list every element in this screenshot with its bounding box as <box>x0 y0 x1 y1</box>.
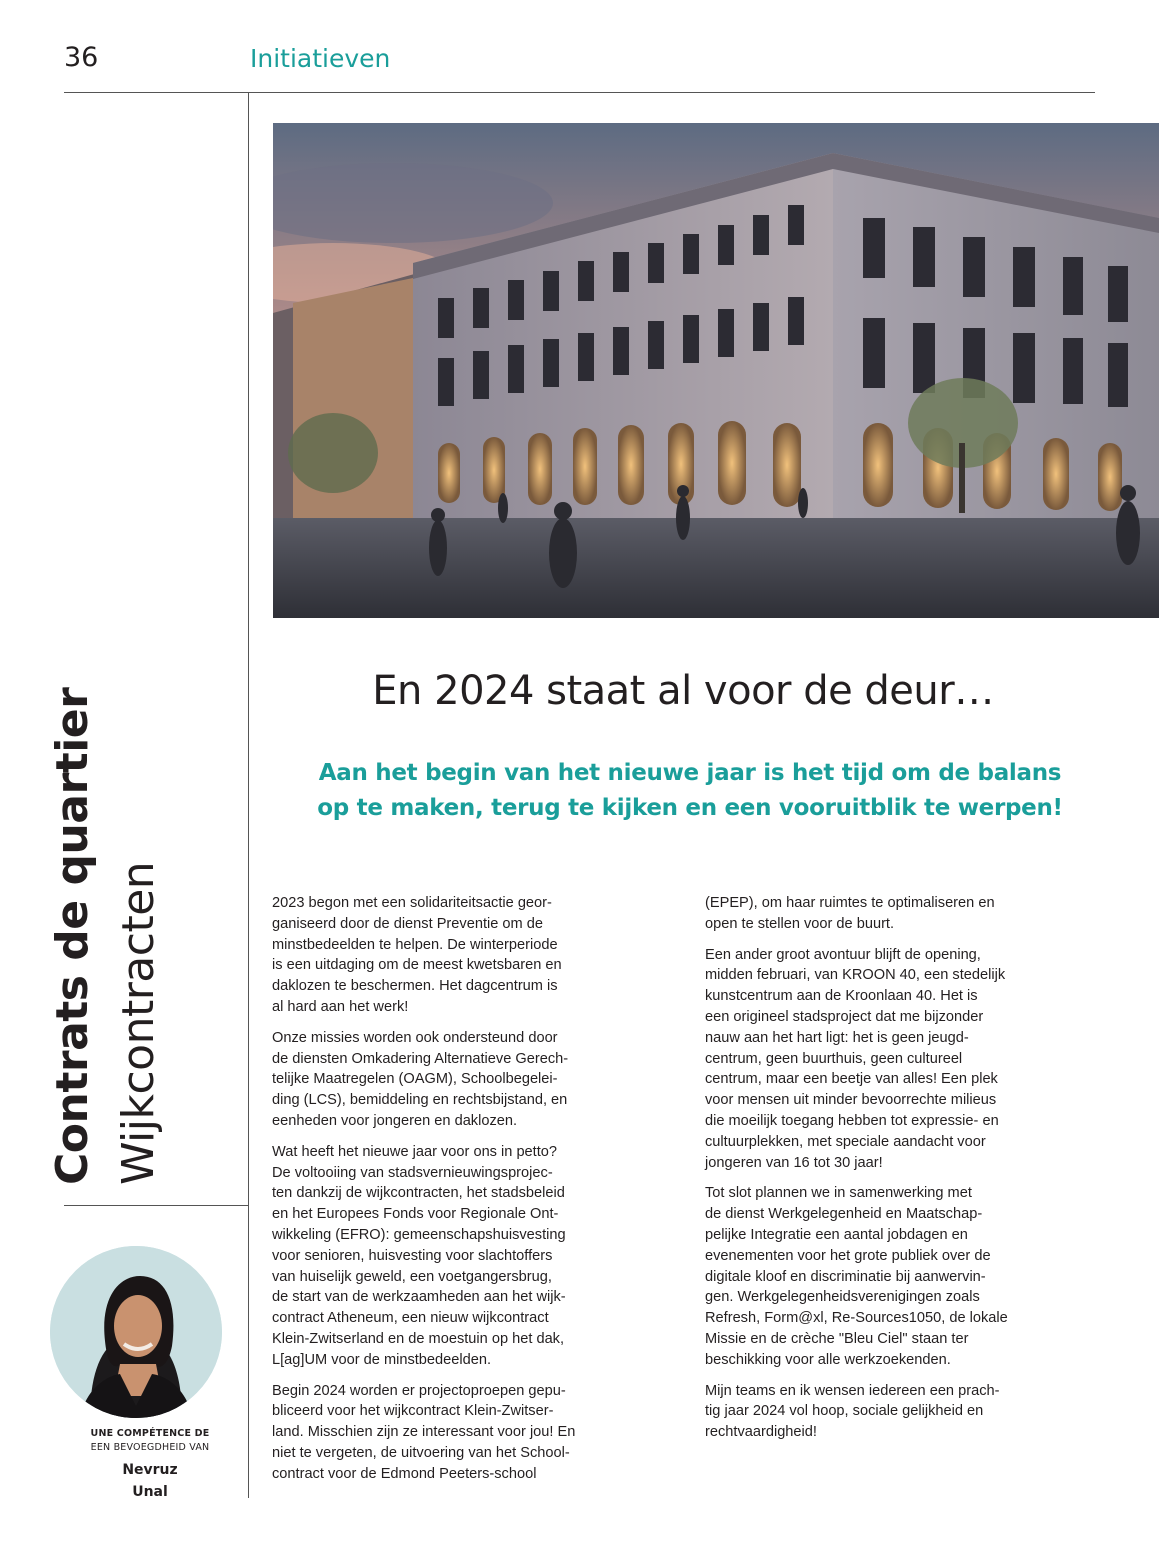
competence-label-nl: EEN BEVOEGDHEID VAN <box>90 1442 210 1453</box>
paragraph <box>705 893 1101 935</box>
text-line: centrum, maar een beetje van alles! Een plek <box>705 1071 998 1088</box>
text-line: van huiselijk geweld, een voetgangersbrug, <box>272 1268 552 1285</box>
text-line: Klein-Zwitserland en de moestuin op het dak, <box>272 1330 565 1347</box>
text-line: (EPEP), om haar ruimtes te optimaliseren en <box>705 895 995 911</box>
text-line: kunstcentrum aan de Kroonlaan 40. Het is <box>705 988 978 1005</box>
text-line: centrum, geen buurthuis, geen cultureel <box>705 1050 963 1067</box>
sidebar-divider <box>248 93 249 1498</box>
text-line: land. Misschien zijn ze interessant voor jou! En <box>272 1424 576 1441</box>
lead-line-2: op te maken, terug te kijken en een vooruitblik te werpen! <box>317 795 1063 821</box>
sidebar-title-nl: Wijkcontracten <box>113 861 164 1185</box>
paragraph <box>705 945 1101 1174</box>
text-line: cultuurplekken, met speciale aandacht voor <box>705 1133 986 1150</box>
text-line: bliceerd voor het wijkcontract Klein-Zwitser- <box>272 1403 554 1420</box>
article-column-left <box>272 893 668 1495</box>
paragraph <box>705 1183 1101 1370</box>
text-line: nauw aan het hart ligt: het is geen jeugd- <box>705 1029 969 1046</box>
paragraph <box>705 1381 1101 1443</box>
text-line: De voltooiing van stadsvernieuwingsprojec- <box>272 1164 553 1181</box>
text-line: ganiseerd door de dienst Preventie om de <box>272 915 543 932</box>
author-last-name: Unal <box>132 1484 168 1500</box>
text-line: Wat heeft het nieuwe jaar voor ons in petto? <box>272 1143 558 1160</box>
text-line: tig jaar 2024 vol hoop, sociale gelijkheid en <box>705 1403 984 1420</box>
section-title: Initiatieven <box>250 44 391 73</box>
article-headline: En 2024 staat al voor de deur… <box>372 668 994 714</box>
paragraph <box>272 1142 668 1371</box>
text-line: contract voor de Edmond Peeters-school <box>272 1465 537 1482</box>
text-line: Onze missies worden ook ondersteund door <box>272 1029 558 1046</box>
text-line: voor mensen uit minder bevoorrechte milieus <box>705 1092 997 1109</box>
sidebar-vertical-titles <box>40 685 180 1185</box>
text-line: Refresh, Form@xl, Re-Sources1050, de lokale <box>705 1310 1008 1327</box>
text-line: gen. Werkgelegenheidsverenigingen zoals <box>705 1289 980 1306</box>
text-line: voor senioren, huisvesting voor slachtoffers <box>272 1247 553 1264</box>
lead-line-1: Aan het begin van het nieuwe jaar is het tijd om de balans <box>318 760 1062 786</box>
sidebar-horizontal-divider <box>64 1205 249 1206</box>
article-column-right <box>705 893 1101 1453</box>
text-line: de start van de werkzaamheden aan het wijk- <box>272 1289 566 1306</box>
text-line: open te stellen voor de buurt. <box>705 915 895 932</box>
text-line: de dienst Werkgelegenheid en Maatschap- <box>705 1206 983 1223</box>
text-line: Begin 2024 worden er projectoproepen gepu- <box>272 1382 566 1399</box>
page-number: 36 <box>64 42 99 73</box>
text-line: contract Atheneum, een nieuw wijkcontract <box>272 1310 549 1327</box>
text-line: L[ag]UM voor de minstbedeelden. <box>272 1351 492 1368</box>
text-line: Tot slot plannen we in samenwerking met <box>705 1185 972 1202</box>
text-line: ten dankzij de wijkcontracten, het stadsbeleid <box>272 1185 565 1202</box>
paragraph <box>272 893 668 1018</box>
text-line: daklozen te beschermen. Het dagcentrum is <box>272 978 558 995</box>
text-line: al hard aan het werk! <box>272 998 409 1015</box>
competence-label-fr: UNE COMPÉTENCE DE <box>90 1428 210 1439</box>
text-line: een origineel stadsproject dat me bijzonder <box>705 1008 984 1025</box>
text-line: die moeilijk toegang hebben tot expressie- en <box>705 1112 999 1129</box>
text-line: rechtvaardigheid! <box>705 1424 817 1441</box>
text-line: is een uitdaging om de meest kwetsbaren en <box>272 957 562 974</box>
article-lead <box>275 756 1105 826</box>
text-line: midden februari, van KROON 40, een stedelijk <box>705 967 1006 984</box>
text-line: eenheden voor jongeren en daklozen. <box>272 1112 518 1129</box>
text-line: telijke Maatregelen (OAGM), Schoolbegelei- <box>272 1071 558 1088</box>
text-line: evenementen voor het grote publiek over de <box>705 1247 991 1264</box>
author-first-name: Nevruz <box>122 1462 178 1478</box>
text-line: en het Europees Fonds voor Regionale Ont- <box>272 1206 559 1223</box>
text-line: pelijke Integratie een aantal jobdagen en <box>705 1226 968 1243</box>
sidebar-title-fr: Contrats de quartier <box>47 687 98 1185</box>
building-photo <box>273 123 1159 618</box>
text-line: wikkeling (EFRO): gemeenschapshuisvesting <box>272 1226 566 1243</box>
author-portrait <box>50 1246 222 1418</box>
text-line: Een ander groot avontuur blijft de opening, <box>705 946 981 963</box>
text-line: Mijn teams en ik wensen iedereen een prach- <box>705 1382 1000 1399</box>
text-line: ding (LCS), bemiddeling en rechtsbijstand, en <box>272 1092 568 1109</box>
text-line: de diensten Omkadering Alternatieve Gerech- <box>272 1050 569 1067</box>
paragraph <box>272 1381 668 1485</box>
header-divider <box>64 92 1095 93</box>
text-line: 2023 begon met een solidariteitsactie geor- <box>272 895 552 911</box>
text-line: Missie en de crèche "Bleu Ciel" staan ter <box>705 1330 969 1347</box>
text-line: digitale kloof en discriminatie bij aanwervin- <box>705 1268 986 1285</box>
text-line: jongeren van 16 tot 30 jaar! <box>705 1154 883 1171</box>
text-line: minstbedeelden te helpen. De winterperiode <box>272 936 558 953</box>
text-line: beschikking voor alle werkzoekenden. <box>705 1351 951 1368</box>
text-line: niet te vergeten, de uitvoering van het School- <box>272 1444 570 1461</box>
paragraph <box>272 1028 668 1132</box>
